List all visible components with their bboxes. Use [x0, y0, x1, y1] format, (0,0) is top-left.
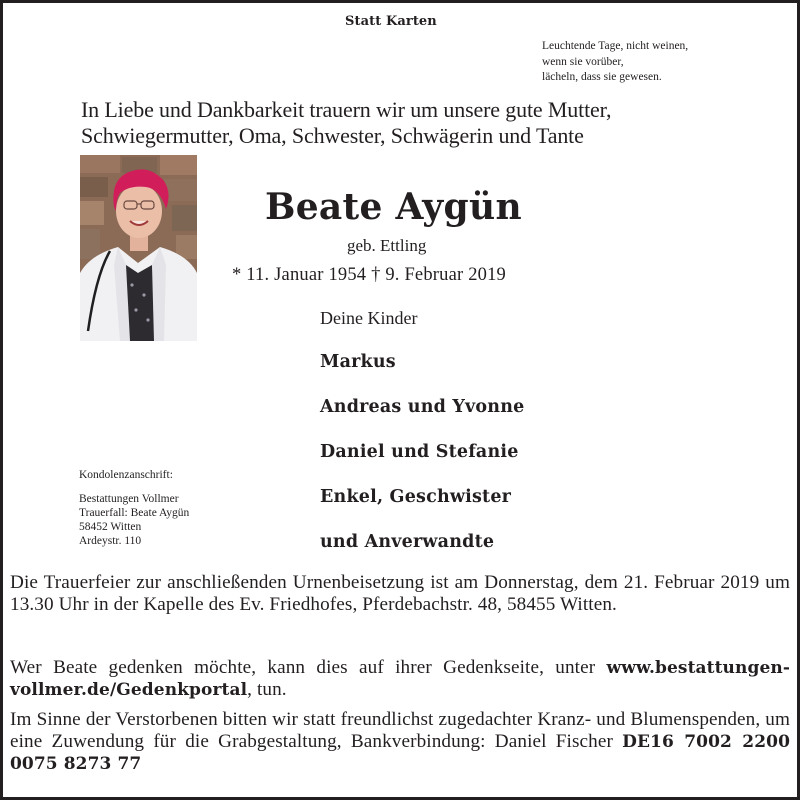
- memorial-suffix: , tun.: [247, 679, 287, 700]
- memorial-paragraph: [10, 657, 790, 701]
- portrait-photo: [80, 155, 197, 341]
- statt-karten-heading: Statt Karten: [345, 14, 437, 29]
- poem: [542, 39, 688, 86]
- maiden-name: geb. Ettling: [347, 236, 427, 255]
- poem-line: wenn sie vorüber,: [542, 55, 624, 68]
- mourner-name: Markus: [320, 352, 396, 372]
- deceased-name: Beate Aygün: [265, 186, 522, 228]
- life-dates: * 11. Januar 1954 † 9. Februar 2019: [232, 265, 507, 285]
- poem-line: lächeln, dass sie gewesen.: [542, 71, 662, 83]
- address-line: Trauerfall: Beate Aygün: [79, 507, 190, 519]
- mourner-name: Enkel, Geschwister: [320, 487, 512, 507]
- mourner-name: Andreas und Yvonne: [320, 397, 525, 417]
- mourner-name: Daniel und Stefanie: [320, 442, 519, 462]
- donation-paragraph: [10, 709, 790, 775]
- memorial-text: Wer Beate gedenken möchte, kann dies auf ihrer Gedenkseite, unter: [10, 657, 596, 678]
- intro-line: In Liebe und Dankbarkeit trauern wir um unsere gute Mutter,: [81, 97, 612, 122]
- intro-text: [81, 97, 611, 149]
- condolence-label: Kondolenzanschrift:: [79, 469, 173, 481]
- intro-line: Schwiegermutter, Oma, Schwester, Schwägerin und Tante: [81, 123, 584, 148]
- donation-text: Im Sinne der Verstorbenen bitten wir statt freundlichst zugedachter Kranz- und Blumenspenden, um eine Zuwendung für die Grabgestaltung, Bankverbindung: Daniel Fischer: [10, 709, 790, 752]
- condolence-address: [79, 468, 189, 548]
- memorial-url-link[interactable]: www.bestattungen-vollmer.de/Gedenkportal: [10, 658, 790, 700]
- mourner-name: und Anverwandte: [320, 532, 495, 552]
- obituary-notice: [3, 3, 797, 797]
- iban: DE16 7002 2200 0075 8273 77: [10, 732, 790, 774]
- mourners-label: Deine Kinder: [320, 308, 418, 328]
- address-line: Ardeystr. 110: [79, 535, 142, 547]
- address-line: 58452 Witten: [79, 521, 142, 533]
- address-line: Bestattungen Vollmer: [79, 493, 179, 505]
- funeral-paragraph: Die Trauerfeier zur anschließenden Urnenbeisetzung ist am Donnerstag, dem 21. Februar 2019 um 13.30 Uhr in der Kapelle des Ev. Friedhofes, Pferdebachstr. 48, 58455 Witten.: [10, 572, 790, 615]
- poem-line: Leuchtende Tage, nicht weinen,: [542, 40, 689, 52]
